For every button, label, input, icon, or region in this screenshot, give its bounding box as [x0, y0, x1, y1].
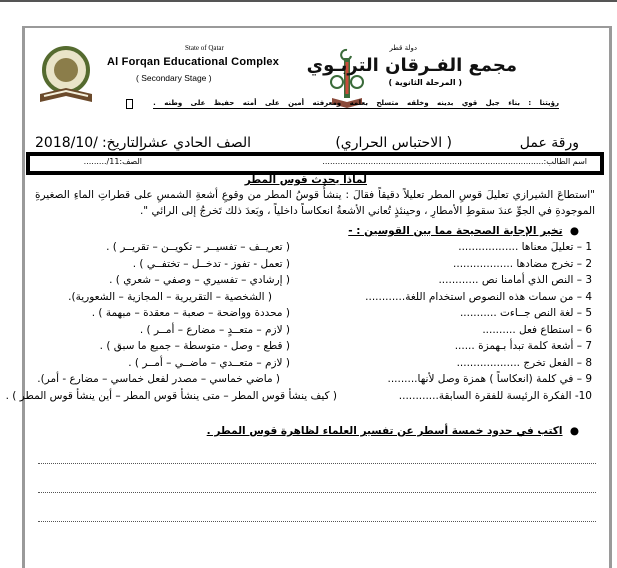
question-3: 3 – النص الذي أمامنا نص ............ [438, 274, 592, 286]
passage-text: "استطاعَ الشيرازي تعليلَ قوسِ المطر تعليلاً دقيقاً فقالَ : ينشأُ قوسُ المطر من وقوعِ أشعةِ الشمسِ على قطراتِ الماءِ الصغيرةِ الموجودةِ في الجوِّ عندَ سقوطِ الأمطارِ ، وحينئذٍ تُعاني الأشعةُ انعكاساً داخلياً ، وبَعدَ ذلك تَخرجُ إلى الرائي ". [35, 189, 595, 217]
school-motto: رؤيتنا : بناء جيل قوي بدينه وخلقه متسلح بعلمه ومعرفته أمين على أمته حفيظ على وطنه . [153, 99, 559, 107]
options-7: ( قطع - وصل - متوسطة – جميع ما سبق ) . [99, 340, 290, 352]
passage-title: لماذا يحدث قوس المطر [244, 174, 367, 186]
options-3: ( إرشادي – تفسيري – وصفي – شعري ) . [109, 274, 290, 286]
school-logo [36, 44, 96, 110]
school-name-en: Al Forqan Educational Complex [107, 56, 280, 68]
question-9: 9 – في كلمة (انعكاساً ) همزة وصل لأنها......... [387, 373, 592, 385]
class-field[interactable]: الصف:11/......... [83, 157, 142, 166]
question-2: 2 – تخرج مضادها .................. [453, 257, 592, 270]
grade-label: الصف الحادي عشر [140, 135, 251, 151]
answer-line[interactable] [38, 463, 596, 464]
options-9: ( ماضي خماسي – مصدر لفعل خماسي – مضارع - أمر). [37, 373, 280, 385]
student-name-field[interactable]: اسم الطالب:....................................................................................... [322, 157, 587, 166]
section1-instruction: ● تخير الإجابة الصحيحة مما بين القوسين : - [348, 225, 579, 237]
answer-line[interactable] [38, 521, 596, 522]
state-ar: دولة قطر [389, 44, 417, 52]
stage-ar: ( المرحلة الثانوية ) [388, 78, 462, 87]
question-7: 7 – أشعة كلمة تبدأ بـهمزة ...... [454, 340, 592, 352]
sheet-topic: ( الاحتباس الحراري) [335, 135, 452, 151]
answer-line[interactable] [38, 492, 596, 493]
options-5: ( محددة وواضحة – صعبة – معقدة – مبهمة ) . [91, 307, 290, 319]
section1-instruction-text: تخير الإجابة الصحيحة مما بين القوسين : - [348, 225, 563, 237]
state-en: State of Qatar [185, 44, 224, 52]
section2-instruction-text: اكتب في حدود خمسة أسطر عن تفسير العلماء لظاهرة قوس المطر . [206, 425, 563, 437]
question-5: 5 – لغة النص جــاءت ........... [459, 307, 592, 319]
options-8: ( لازم – متعــدي – ماضــي – أمــر ) . [128, 356, 290, 369]
section2-instruction: ● اكتب في حدود خمسة أسطر عن تفسير العلماء لظاهرة قوس المطر . [206, 425, 579, 437]
options-2: ( تعمل - تفوز - تدخــل – تختفــي ) . [132, 257, 290, 270]
question-6: 6 – استطاع فعل .......... [482, 323, 592, 336]
sheet-type: ورقة عمل [519, 135, 579, 151]
question-10: 10- الفكرة الرئيسة للفقرة السابقة............ [398, 389, 592, 402]
date-label: التاريخ: [101, 135, 143, 151]
school-name-ar: مجمع الفـرقان التربـوي [306, 55, 517, 76]
date-value: 2018/10/ [35, 135, 98, 151]
options-10: ( كيف ينشأ قوس المطر – متى ينشأ قوس المطر – أين ينشأ قوس المطر ) . [5, 389, 337, 402]
question-8: 8 – الفعل تخرج ................... [456, 356, 592, 369]
question-1: 1 – تعليلَ معناها .................. [458, 241, 592, 253]
window-top-edge [0, 0, 617, 2]
stage-en: ( Secondary Stage ) [136, 73, 212, 83]
options-1: ( تعريــف – تفسيــر – تكويــن – تقريــر ) . [106, 241, 290, 253]
question-4: 4 – من سمات هذه النصوص استخدام اللغة............ [365, 290, 592, 303]
motto-box [126, 99, 133, 109]
options-6: ( لازم – متعــدٍ – مضارع – أمــر ) . [139, 323, 290, 336]
options-4: ( الشخصية – التقريرية – المجازية – الشعورية). [68, 290, 272, 303]
